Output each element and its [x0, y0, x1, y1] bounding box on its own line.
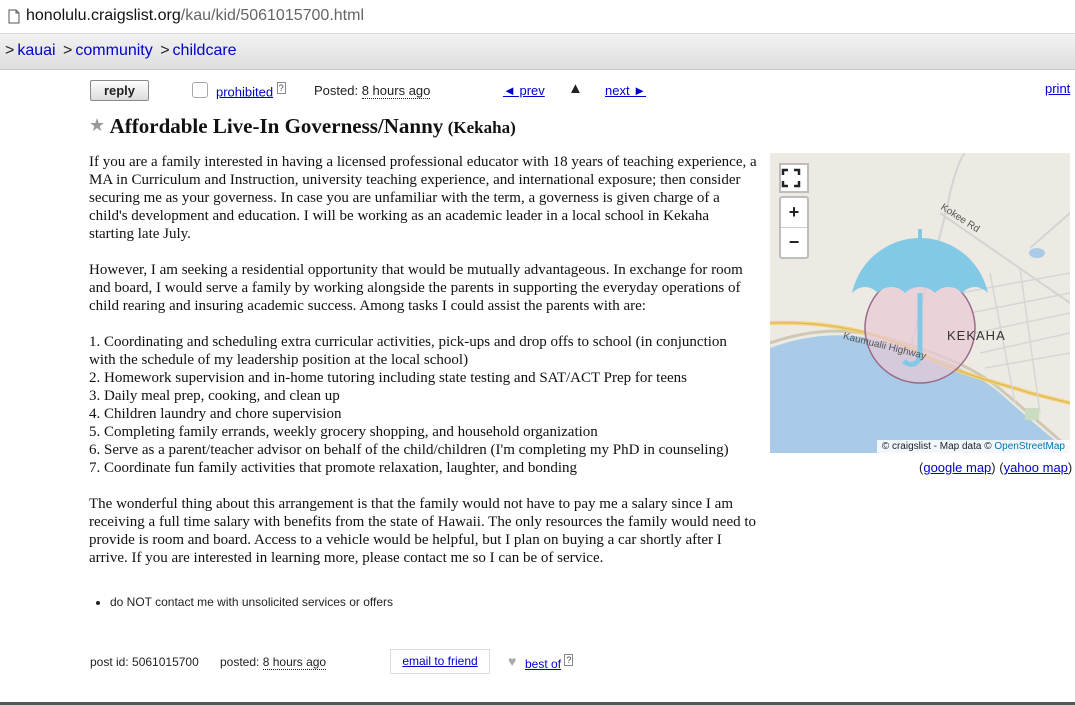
posted-date: Posted: 8 hours ago	[314, 83, 431, 98]
list-item: 3. Daily meal prep, cooking, and clean up	[89, 388, 340, 404]
url-text[interactable]: honolulu.craigslist.org/kau/kid/5061015700.html	[26, 7, 364, 24]
notices-list	[110, 595, 393, 609]
paragraph-offer: However, I am seeking a residential opportunity that would be mutually advantageous. In exchange for room and board, I would serve a family by working alongside the parents in supporting the everyday operations of child rearing and insuring academic success. Among tasks I could assist the parents with are:	[89, 262, 743, 314]
zoom-out-button[interactable]: −	[788, 232, 800, 252]
reply-button[interactable]: reply	[90, 80, 149, 101]
breadcrumb-community[interactable]: community	[75, 42, 153, 59]
task-list	[89, 333, 757, 477]
map-links: (google map) (yahoo map)	[919, 460, 1073, 475]
map-attribution: © craigslist - Map data © OpenStreetMap	[877, 440, 1070, 453]
breadcrumb: > kauai > community > childcare	[0, 34, 1075, 70]
list-item: 7. Coordinate fun family activities that promote relaxation, laughter, and bonding	[89, 460, 578, 476]
email-to-friend-button[interactable]: email to friend	[390, 649, 490, 674]
prohibited-link[interactable]: prohibited	[216, 84, 274, 100]
list-item: 1. Coordinating and scheduling extra curricular activities, pick-ups and drop offs to school (in conjunction with the schedule of my leadership position at the local school)	[89, 334, 727, 368]
prev-link[interactable]: ◄ prev	[503, 83, 545, 98]
post-title: Affordable Live-In Governess/Nanny	[109, 114, 444, 138]
breadcrumb-kauai[interactable]: kauai	[17, 42, 56, 59]
google-map-link[interactable]: google map	[923, 460, 992, 475]
fullscreen-icon[interactable]	[779, 163, 809, 193]
notice-item: • do NOT contact me with unsolicited services or offers	[110, 595, 393, 609]
list-item: 2. Homework supervision and in-home tutoring including state testing and SAT/ACT Prep for teens	[89, 370, 687, 386]
post-title-row	[89, 114, 516, 139]
footer-posted-date: posted: 8 hours ago	[220, 655, 327, 669]
post-location: (Kekaha)	[447, 118, 516, 137]
zoom-in-button[interactable]: +	[781, 198, 807, 228]
best-of-link[interactable]: best of	[525, 657, 562, 671]
yahoo-map-link[interactable]: yahoo map	[1003, 460, 1068, 475]
address-bar[interactable]	[0, 0, 1075, 34]
list-item: 5. Completing family errands, weekly grocery shopping, and household organization	[89, 424, 598, 440]
heart-icon[interactable]: ♥	[508, 653, 517, 669]
up-arrow-icon[interactable]: ▲	[568, 80, 583, 97]
map-canvas[interactable]	[770, 153, 1070, 453]
star-icon[interactable]: ★	[89, 115, 106, 135]
breadcrumb-childcare[interactable]: childcare	[172, 42, 237, 59]
map-town-label: KEKAHA	[947, 328, 1006, 343]
map-road-label: Kokee Rd	[938, 201, 982, 236]
prohibited-help-icon[interactable]: ?	[278, 83, 284, 93]
best-of-help-icon[interactable]: ?	[566, 655, 572, 665]
print-link[interactable]: print	[1045, 81, 1071, 96]
prohibited-flag-checkbox[interactable]	[192, 82, 208, 98]
post-id: post id: 5061015700	[90, 655, 199, 669]
paragraph-closing: The wonderful thing about this arrangement is that the family would not have to pay me a salary since I am receiving a full time salary with benefits from the state of Hawaii. The only resources the family would need to provide is room and board. Access to a vehicle would be helpful, but I plan on buying a car shortly after I arrive. If you are interested in learning more, please contact me so I can be of service.	[89, 496, 757, 566]
list-item: 6. Serve as a parent/teacher advisor on behalf of the child/children (I'm completing my PhD in counseling)	[89, 442, 729, 458]
paragraph-intro: If you are a family interested in having a licensed professional educator with 18 years of teaching experience, a MA in Curriculum and Instruction, university teaching experience, and international exposure; then consider securing me as your governess. In case you are unfamiliar with the term, a governess is given charge of a child's development and education. I will be working as an academic leader in a local school in Kekaha starting late July.	[89, 154, 757, 242]
openstreetmap-link[interactable]: OpenStreetMap	[994, 441, 1065, 452]
list-item: 4. Children laundry and chore supervision	[89, 406, 342, 422]
map-road-label: Kaumualii Highway	[841, 330, 928, 363]
post-body	[89, 153, 757, 585]
next-link[interactable]: next ►	[605, 83, 647, 98]
page-icon	[8, 9, 20, 24]
zoom-control	[779, 196, 809, 259]
location-map[interactable]	[770, 153, 1070, 453]
